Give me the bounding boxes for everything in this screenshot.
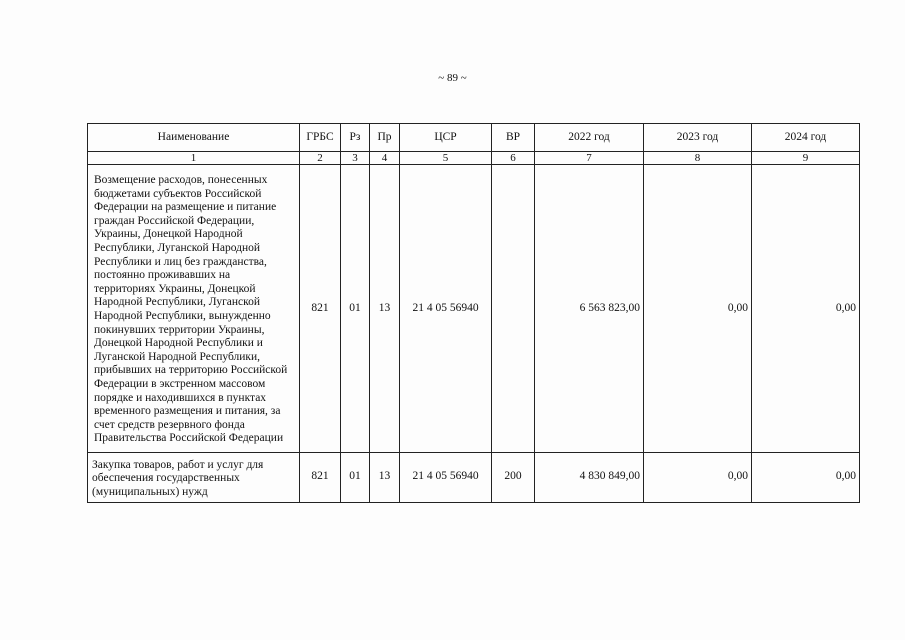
row-rz: 01 (341, 452, 370, 502)
column-number-row (88, 152, 860, 165)
column-number: 9 (752, 152, 860, 165)
row-2023: 0,00 (644, 165, 752, 453)
header-grbs: ГРБС (300, 124, 341, 152)
row-2022: 4 830 849,00 (535, 452, 644, 502)
header-rz: Рз (341, 124, 370, 152)
row-csr: 21 4 05 56940 (400, 165, 492, 453)
row-grbs: 821 (300, 452, 341, 502)
table-row (88, 165, 860, 453)
row-pr: 13 (370, 452, 400, 502)
page-number: ~ 89 ~ (438, 72, 467, 84)
header-pr: Пр (370, 124, 400, 152)
header-vr: ВР (492, 124, 535, 152)
row-2024: 0,00 (752, 452, 860, 502)
column-number: 8 (644, 152, 752, 165)
row-csr: 21 4 05 56940 (400, 452, 492, 502)
column-number: 6 (492, 152, 535, 165)
column-number: 3 (341, 152, 370, 165)
column-number: 5 (400, 152, 492, 165)
header-2023: 2023 год (644, 124, 752, 152)
row-grbs: 821 (300, 165, 341, 453)
column-number: 7 (535, 152, 644, 165)
table-row (88, 452, 860, 502)
row-2023: 0,00 (644, 452, 752, 502)
header-2024: 2024 год (752, 124, 860, 152)
row-2022: 6 563 823,00 (535, 165, 644, 453)
row-vr: 200 (492, 452, 535, 502)
header-csr: ЦСР (400, 124, 492, 152)
row-name: Закупка товаров, работ и услуг для обеспечения государственных (муниципальных) нужд (88, 452, 300, 502)
header-name: Наименование (88, 124, 300, 152)
budget-table (87, 123, 860, 503)
row-2024: 0,00 (752, 165, 860, 453)
header-row (88, 124, 860, 152)
column-number: 4 (370, 152, 400, 165)
header-2022: 2022 год (535, 124, 644, 152)
row-pr: 13 (370, 165, 400, 453)
column-number: 1 (88, 152, 300, 165)
row-name: Возмещение расходов, понесенных бюджетами субъектов Российской Федерации на размещение и питание граждан Российской Федерации, Украины, Донецкой Народной Республики, Луганской Народной Республики и лиц без гражданства, постоянно проживавших на территориях Украины, Донецкой Народной Республики, Луганской Народной Республики, вынужденно покинувших территории Украины, Донецкой Народной Республики и Луганской Народной Республики, прибывших на территорию Российской Федерации в экстренном массовом порядке и находившихся в пунктах временного размещения и питания, за счет средств резервного фонда Правительства Российской Федерации (88, 165, 300, 453)
row-vr (492, 165, 535, 453)
column-number: 2 (300, 152, 341, 165)
row-rz: 01 (341, 165, 370, 453)
